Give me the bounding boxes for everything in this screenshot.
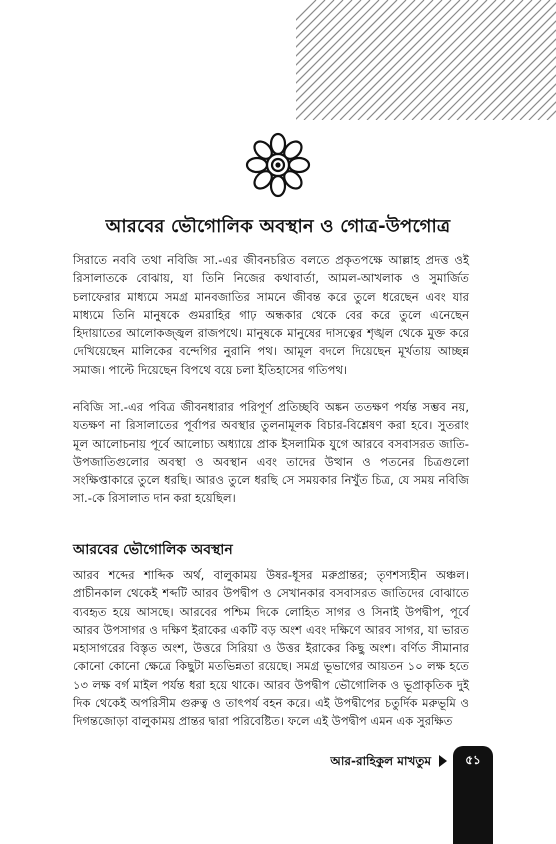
flower-petal — [289, 158, 309, 172]
hatch-line — [376, 0, 496, 120]
diagonal-hatch-decoration — [296, 0, 556, 120]
triangle-right-icon — [439, 755, 447, 767]
hatch-line — [412, 0, 532, 120]
hatch-line — [331, 0, 451, 120]
paragraph-geography: আরব শব্দের শাব্দিক অর্থ, বালুকাময় উষর-ধূসর মরুপ্রান্তর; তৃণশস্যহীন অঞ্চল। প্রাচীনকাল থেকেই শব্দটি আরব উপদ্বীপ ও সেখানকার বসবাসরত জাতিদের বোঝাতে ব্যবহৃত হয়ে আসছে। আরবের পশ্চিম দিকে লোহিত সাগর ও সিনাই উপদ্বীপ, পূর্বে আরব উপসাগর ও দক্ষিণ ইরাকের একটি বড় অংশ এবং দক্ষিণে আরব সাগর, যা ভারত মহাসাগরের বিস্তৃত অংশ, উত্তরে সিরিয়া ও উত্তর ইরাকের কিছু অংশ। বর্ণিত সীমানার কোনো কোনো ক্ষেত্রে কিছুটা মতভিন্নতা রয়েছে। সমগ্র ভূভাগের আয়তন ১০ লক্ষ হতে ১৩ লক্ষ বর্গ মাইল পর্যন্ত ধরা হয়ে থাকে। আরব উপদ্বীপ ভৌগোলিক ও ভূপ্রাকৃতিক দুই দিক থেকেই অপরিসীম গুরুত্ব ও তাৎপর্য বহন করে। এই উপদ্বীপের চতুর্দিক মরুভূমি ও দিগন্তজোড়া বালুকাময় প্রান্তর দ্বারা পরিবেষ্টিত। ফলে এই উপদ্বীপ এমন এক সুরক্ষিত — [73, 568, 469, 729]
hatch-line — [367, 0, 487, 120]
flower-petal — [271, 176, 285, 196]
hatch-line — [394, 0, 514, 120]
section-heading: আরবের ভৌগোলিক অবস্থান — [73, 542, 233, 558]
hatch-line — [358, 0, 478, 120]
paragraph-context: নবিজি সা.-এর পবিত্র জীবনধারার পরিপূর্ণ প্রতিচ্ছবি অঙ্কন ততক্ষণ পর্যন্ত সম্ভব নয়, যতক্ষণ না রিসালাতের পূর্বাপর অবস্থার তুলনামূলক বিচার-বিশ্লেষণ করা হবে। সুতরাং মূল আলোচনায় পূর্বে আলোচ্য অধ্যায়ে প্রাক ইসলামিক যুগে আরবে বসবাসরত জাতি-উপজাতিগুলোর অবস্থা ও অবস্থান এবং তাদের উত্থান ও পতনের চিত্রগুলো সংক্ষিপ্তাকারে তুলে ধরছি। আরও তুলে ধরছি সে সময়কার নিখুঁত চিত্র, যে সময় নবিজি সা.-কে রিসালাত দান করা হয়েছিল। — [73, 400, 469, 506]
page-number: ৫১ — [465, 753, 481, 767]
hatch-line — [340, 0, 460, 120]
paragraph-intro: সিরাতে নববি তথা নবিজি সা.-এর জীবনচরিত বলতে প্রকৃতপক্ষে আল্লাহ প্রদত্ত ওই রিসালাতকে বোঝায়, যা তিনি নিজের কথাবার্তা, আমল-আখলাক ও সুমার্জিত চলাফেরার মাধ্যমে সমগ্র মানবজাতির সামনে জীবন্ত করে তুলে ধরেছেন এবং যার মাধ্যমে তিনি মানুষকে গুমরাহির গাঢ় অন্ধকার থেকে বের করে তুলে এনেছেন হিদায়াতের আলোকজ্জ্বল রাজপথে। মানুষকে মানুষের দাসত্বের শৃঙ্খল থেকে মুক্ত করে দেখিয়েছেন মালিকের বন্দেগির নুরানি পথ। আমূল বদলে দিয়েছেন মূর্খতায় আচ্ছন্ন সমাজ। পাল্টে দিয়েছেন বিপথে বয়ে চলা ইতিহাসের গতিপথ। — [73, 253, 469, 377]
hatch-line — [322, 0, 442, 120]
flower-petal — [247, 158, 267, 172]
hatch-line — [529, 0, 556, 120]
hatch-line — [313, 0, 433, 120]
hatch-line — [385, 0, 505, 120]
hatch-line — [430, 0, 550, 120]
hatch-line — [403, 0, 523, 120]
hatch-line — [547, 0, 556, 120]
flower-petal — [271, 134, 285, 154]
flower-ornament-icon — [245, 132, 311, 198]
hatch-line — [421, 0, 541, 120]
footer-book-title: আর-রাহিকুল মাখতুম — [330, 754, 431, 768]
hatch-line — [296, 0, 415, 120]
page-title: আরবের ভৌগোলিক অবস্থান ও গোত্র-উপগোত্র — [105, 216, 451, 237]
hatch-line — [349, 0, 469, 120]
hatch-line — [304, 0, 424, 120]
